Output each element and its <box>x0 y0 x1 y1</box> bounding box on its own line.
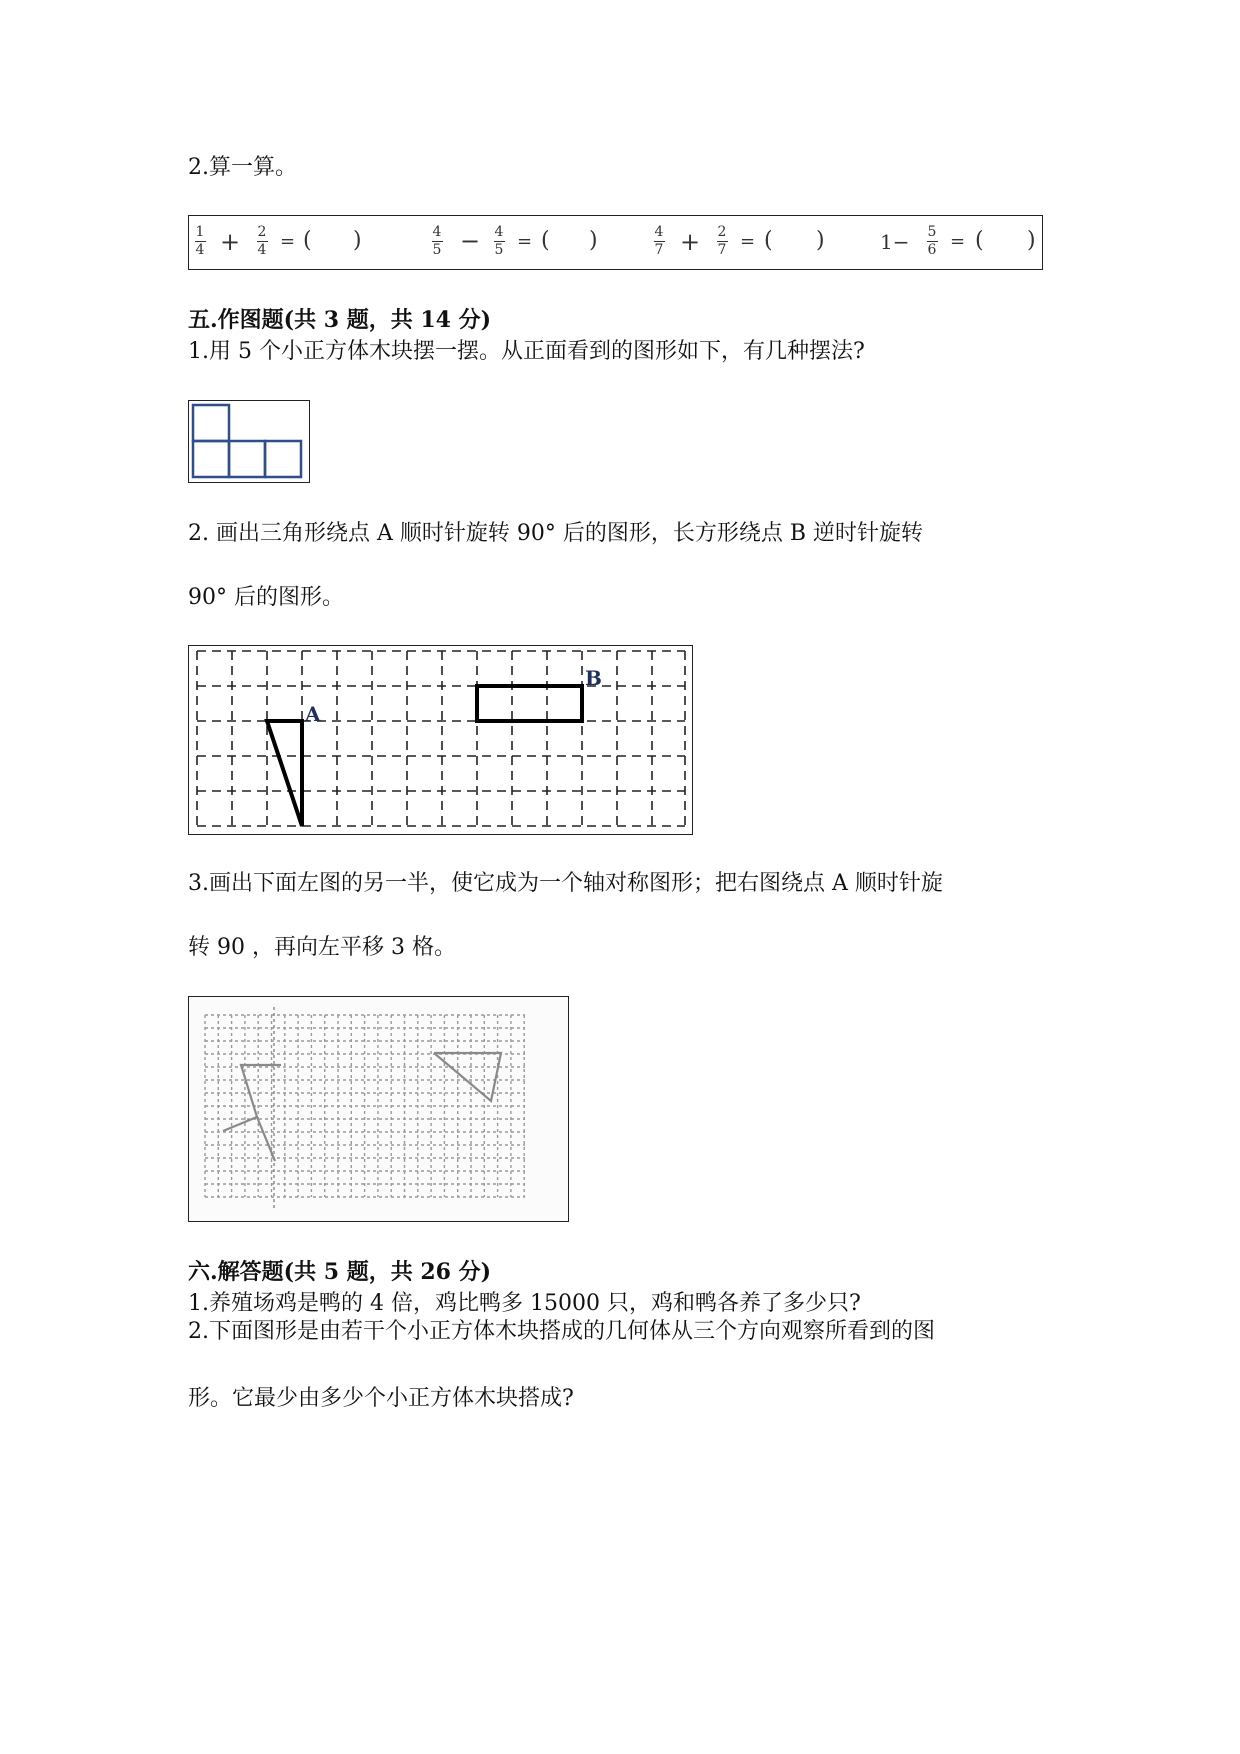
operator: − <box>460 227 481 255</box>
question-text: 1.用 5 个小正方体木块摆一摆。从正面看到的图形如下，有几种摆法? <box>188 339 865 364</box>
dashed-grid <box>189 646 692 834</box>
faded-dotted-grid <box>189 997 568 1221</box>
answer-close-paren: ) <box>589 228 598 253</box>
equals-sign: = <box>740 231 758 252</box>
operator: + <box>680 228 701 256</box>
point-b-label: B <box>585 666 602 690</box>
question-text: 转 90 ，再向左平移 3 格。 <box>188 935 456 960</box>
fraction: 5 6 <box>927 224 937 258</box>
calc-title: 2.算一算。 <box>188 155 297 180</box>
question-text: 3.画出下面左图的另一半，使它成为一个轴对称图形；把右图绕点 A 顺时针旋 <box>188 871 943 896</box>
question-text: 2.下面图形是由若干个小正方体木块搭成的几何体从三个方向观察所看到的图 <box>188 1319 935 1344</box>
answer-open-paren: ( <box>541 228 550 253</box>
equals-sign: = <box>280 231 298 252</box>
whole-number: 1− <box>880 230 910 254</box>
answer-open-paren: ( <box>975 228 984 253</box>
answer-close-paren: ) <box>1027 228 1036 253</box>
question-text: 90° 后的图形。 <box>188 585 344 610</box>
fraction: 4 7 <box>654 224 664 258</box>
triangle-shape <box>267 721 302 826</box>
fraction: 1 4 <box>195 224 205 258</box>
front-view-figure <box>188 400 310 483</box>
question-text: 形。它最少由多少个小正方体木块搭成? <box>188 1386 574 1411</box>
answer-open-paren: ( <box>764 228 773 253</box>
section-heading: 六.解答题(共 5 题，共 26 分) <box>188 1259 492 1285</box>
question-text: 1.养殖场鸡是鸭的 4 倍，鸡比鸭多 15000 只，鸡和鸭各养了多少只? <box>188 1291 861 1316</box>
rotation-grid-figure <box>188 645 693 835</box>
rectangle-shape <box>477 686 582 721</box>
fraction: 2 4 <box>257 224 267 258</box>
operator: + <box>220 228 241 256</box>
fraction: 2 7 <box>717 224 727 258</box>
equals-sign: = <box>950 231 968 252</box>
fraction: 4 5 <box>494 224 504 258</box>
point-a-label: A <box>305 702 321 726</box>
section-heading: 五.作图题(共 3 题，共 14 分) <box>188 307 492 333</box>
symmetry-grid-figure <box>188 996 569 1222</box>
front-view-squares <box>189 401 309 482</box>
question-text: 2. 画出三角形绕点 A 顺时针旋转 90° 后的图形，长方形绕点 B 逆时针旋转 <box>188 521 923 546</box>
equals-sign: = <box>517 231 535 252</box>
fraction: 4 5 <box>432 224 442 258</box>
answer-close-paren: ) <box>353 228 362 253</box>
answer-close-paren: ) <box>816 228 825 253</box>
answer-open-paren: ( <box>303 228 312 253</box>
calc-problems-box <box>188 215 1043 270</box>
